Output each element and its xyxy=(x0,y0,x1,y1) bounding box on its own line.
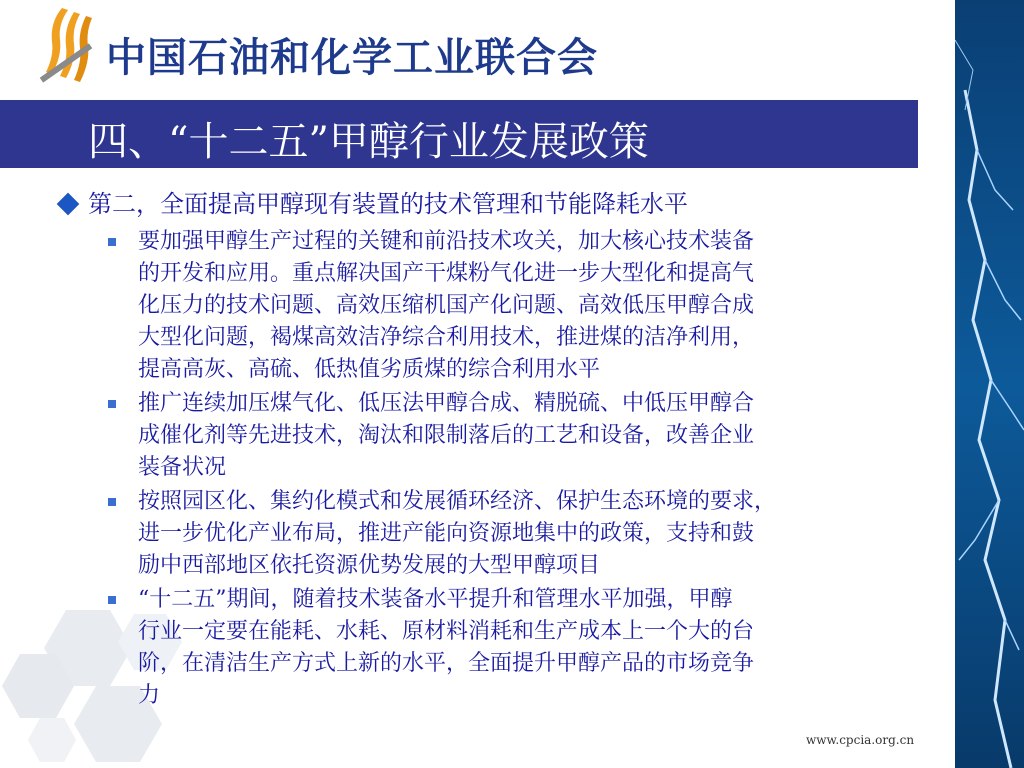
list-item-line: 大型化问题，褐煤高效洁净综合利用技术，推进煤的洁净利用， xyxy=(138,325,755,350)
heading-item xyxy=(56,188,956,220)
square-bullet-icon xyxy=(108,498,116,506)
slide-title: 四、“十二五”甲醇行业发展政策 xyxy=(88,119,649,165)
heading-text: 第二，全面提高甲醇现有装置的技术管理和节能降耗水平 xyxy=(88,190,688,218)
diamond-bullet-icon xyxy=(57,193,80,216)
title-bar xyxy=(0,100,918,168)
square-bullet-icon xyxy=(108,238,116,246)
list-item-line: 的开发和应用。重点解决国产干煤粉气化进一步大型化和提高气 xyxy=(138,261,755,286)
list-item-line: 进一步优化产业布局，推进产能向资源地集中的政策，支持和鼓 xyxy=(138,521,755,546)
list-item-line: 成催化剂等先进技术，淘汰和限制落后的工艺和设备，改善企业 xyxy=(138,423,755,448)
list-item-line: 行业一定要在能耗、水耗、原材料消耗和生产成本上一个大的台 xyxy=(138,619,755,644)
content-area xyxy=(56,188,956,714)
list-item xyxy=(104,584,956,712)
list-item-line: 要加强甲醇生产过程的关键和前沿技术攻关，加大核心技术装备 xyxy=(138,229,755,254)
list-item-line: 装备状况 xyxy=(138,455,227,480)
footer-url[interactable]: www.cpcia.org.cn xyxy=(806,733,915,747)
list-item xyxy=(104,388,956,484)
square-bullet-icon xyxy=(108,400,116,408)
list-item-line: “十二五”期间，随着技术装备水平提升和管理水平加强，甲醇 xyxy=(138,587,733,612)
list-item xyxy=(104,226,956,386)
list-item-line: 按照园区化、集约化模式和发展循环经济、保护生态环境的要求， xyxy=(138,489,777,514)
list-item xyxy=(104,486,956,582)
list-item-line: 阶，在清洁生产方式上新的水平，全面提升甲醇产品的市场竞争 xyxy=(138,651,755,676)
lightning-background xyxy=(955,0,1024,768)
square-bullet-icon xyxy=(108,596,116,604)
flame-stripes-logo-icon xyxy=(22,2,112,92)
list-item-line: 力 xyxy=(138,683,161,708)
list-item-line: 推广连续加压煤气化、低压法甲醇合成、精脱硫、中低压甲醇合 xyxy=(138,391,755,416)
bullet-list xyxy=(56,226,956,712)
org-name: 中国石油和化学工业联合会 xyxy=(106,35,598,81)
list-item-line: 化压力的技术问题、高效压缩机国产化问题、高效低压甲醇合成 xyxy=(138,293,755,318)
list-item-line: 励中西部地区依托资源优势发展的大型甲醇项目 xyxy=(138,553,601,578)
list-item-line: 提高高灰、高硫、低热值劣质煤的综合利用水平 xyxy=(138,357,601,382)
